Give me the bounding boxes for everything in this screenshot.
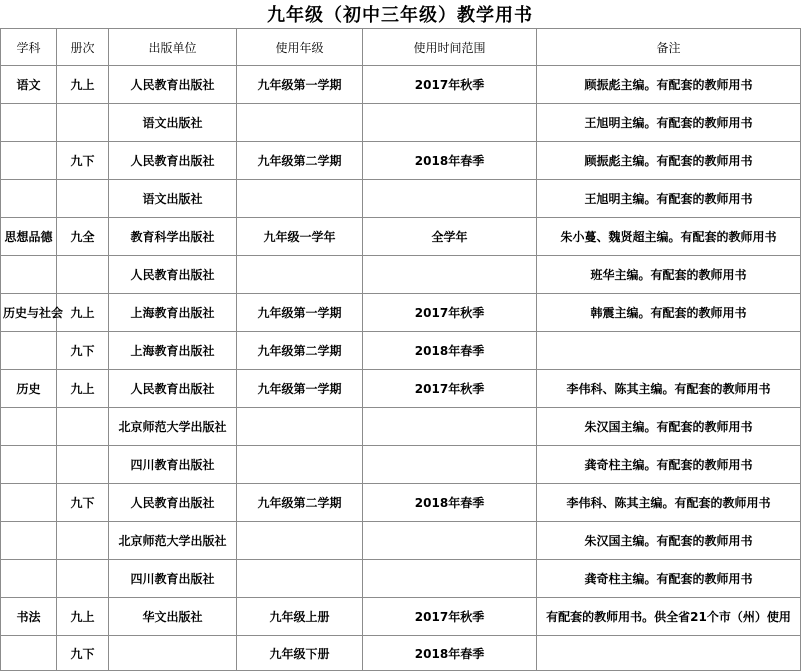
cell-grade[interactable]: [237, 256, 363, 294]
cell-period[interactable]: 2017年秋季: [363, 370, 537, 408]
cell-period[interactable]: 2017年秋季: [363, 598, 537, 636]
cell-volume[interactable]: 九下: [57, 484, 109, 522]
cell-note[interactable]: 韩震主编。有配套的教师用书: [537, 294, 801, 332]
cell-grade[interactable]: 九年级一学年: [237, 218, 363, 256]
cell-grade[interactable]: 九年级上册: [237, 598, 363, 636]
cell-subject[interactable]: [1, 560, 57, 598]
cell-subject[interactable]: [1, 408, 57, 446]
cell-subject[interactable]: [1, 484, 57, 522]
cell-period[interactable]: 全学年: [363, 218, 537, 256]
table-row: [1, 104, 801, 142]
cell-subject[interactable]: 历史: [1, 370, 57, 408]
cell-grade[interactable]: [237, 408, 363, 446]
cell-publisher[interactable]: 人民教育出版社: [109, 142, 237, 180]
cell-volume[interactable]: [57, 104, 109, 142]
cell-grade[interactable]: 九年级第一学期: [237, 66, 363, 104]
cell-subject[interactable]: 书法: [1, 598, 57, 636]
cell-subject[interactable]: 思想品德: [1, 218, 57, 256]
table-row: [1, 218, 801, 256]
table-row: [1, 446, 801, 484]
cell-volume[interactable]: [57, 408, 109, 446]
cell-note[interactable]: 有配套的教师用书。供全省21个市（州）使用: [537, 598, 801, 636]
cell-note[interactable]: [537, 332, 801, 370]
cell-volume[interactable]: [57, 256, 109, 294]
cell-volume[interactable]: [57, 180, 109, 218]
cell-volume[interactable]: [57, 446, 109, 484]
cell-publisher[interactable]: 四川教育出版社: [109, 560, 237, 598]
cell-period[interactable]: [363, 560, 537, 598]
table-row: [1, 294, 801, 332]
cell-note[interactable]: 龚奇柱主编。有配套的教师用书: [537, 446, 801, 484]
cell-publisher[interactable]: 人民教育出版社: [109, 256, 237, 294]
cell-grade[interactable]: [237, 446, 363, 484]
cell-period[interactable]: 2018年春季: [363, 332, 537, 370]
table-row: [1, 522, 801, 560]
cell-grade[interactable]: 九年级第一学期: [237, 294, 363, 332]
cell-grade[interactable]: 九年级第一学期: [237, 370, 363, 408]
cell-publisher[interactable]: 人民教育出版社: [109, 66, 237, 104]
cell-publisher[interactable]: 北京师范大学出版社: [109, 522, 237, 560]
cell-note[interactable]: 朱汉国主编。有配套的教师用书: [537, 408, 801, 446]
table-row: [1, 180, 801, 218]
cell-publisher[interactable]: [109, 636, 237, 671]
table-row: [1, 484, 801, 522]
cell-period[interactable]: [363, 408, 537, 446]
cell-period[interactable]: 2018年春季: [363, 142, 537, 180]
header-grade: 使用年级: [237, 29, 363, 66]
sheet-title: 九年级（初中三年级）教学用书: [267, 5, 533, 26]
cell-subject[interactable]: [1, 446, 57, 484]
cell-note[interactable]: 王旭明主编。有配套的教师用书: [537, 180, 801, 218]
cell-publisher[interactable]: 北京师范大学出版社: [109, 408, 237, 446]
cell-period[interactable]: 2017年秋季: [363, 294, 537, 332]
cell-volume[interactable]: 九上: [57, 294, 109, 332]
cell-period[interactable]: [363, 180, 537, 218]
table-row: [1, 256, 801, 294]
cell-subject[interactable]: 历史与社会: [1, 294, 57, 332]
table-row: [1, 598, 801, 636]
table-row: [1, 636, 801, 671]
cell-grade[interactable]: [237, 180, 363, 218]
cell-grade[interactable]: 九年级第二学期: [237, 142, 363, 180]
cell-publisher[interactable]: 人民教育出版社: [109, 370, 237, 408]
cell-note[interactable]: 朱汉国主编。有配套的教师用书: [537, 522, 801, 560]
cell-note[interactable]: 班华主编。有配套的教师用书: [537, 256, 801, 294]
cell-grade[interactable]: 九年级下册: [237, 636, 363, 671]
cell-subject[interactable]: [1, 142, 57, 180]
cell-publisher[interactable]: 教育科学出版社: [109, 218, 237, 256]
cell-period[interactable]: 2018年春季: [363, 636, 537, 671]
cell-publisher[interactable]: 上海教育出版社: [109, 294, 237, 332]
cell-subject[interactable]: [1, 332, 57, 370]
cell-subject[interactable]: [1, 522, 57, 560]
cell-subject[interactable]: [1, 636, 57, 671]
cell-subject[interactable]: [1, 256, 57, 294]
cell-publisher[interactable]: 语文出版社: [109, 180, 237, 218]
cell-publisher[interactable]: 华文出版社: [109, 598, 237, 636]
textbook-table: [0, 28, 801, 671]
cell-subject[interactable]: [1, 180, 57, 218]
cell-publisher[interactable]: 语文出版社: [109, 104, 237, 142]
cell-volume[interactable]: 九下: [57, 142, 109, 180]
cell-publisher[interactable]: 人民教育出版社: [109, 484, 237, 522]
cell-note[interactable]: 李伟科、陈其主编。有配套的教师用书: [537, 484, 801, 522]
cell-volume[interactable]: 九上: [57, 598, 109, 636]
cell-grade[interactable]: 九年级第二学期: [237, 484, 363, 522]
cell-note[interactable]: 龚奇柱主编。有配套的教师用书: [537, 560, 801, 598]
cell-period[interactable]: 2017年秋季: [363, 66, 537, 104]
cell-period[interactable]: [363, 256, 537, 294]
table-row: [1, 66, 801, 104]
cell-volume[interactable]: 九全: [57, 218, 109, 256]
header-period: 使用时间范围: [363, 29, 537, 66]
cell-period[interactable]: [363, 446, 537, 484]
cell-subject[interactable]: [1, 104, 57, 142]
header-volume: 册次: [57, 29, 109, 66]
table-row: [1, 142, 801, 180]
table-row: [1, 332, 801, 370]
cell-note[interactable]: [537, 636, 801, 671]
cell-volume[interactable]: 九下: [57, 332, 109, 370]
cell-volume[interactable]: 九上: [57, 66, 109, 104]
cell-period[interactable]: [363, 104, 537, 142]
table-row: [1, 370, 801, 408]
header-publisher: 出版单位: [109, 29, 237, 66]
cell-note[interactable]: 朱小蔓、魏贤超主编。有配套的教师用书: [537, 218, 801, 256]
cell-period[interactable]: [363, 522, 537, 560]
cell-grade[interactable]: 九年级第二学期: [237, 332, 363, 370]
cell-grade[interactable]: [237, 104, 363, 142]
cell-volume[interactable]: 九下: [57, 636, 109, 671]
cell-volume[interactable]: [57, 522, 109, 560]
cell-note[interactable]: 顾振彪主编。有配套的教师用书: [537, 66, 801, 104]
cell-note[interactable]: 顾振彪主编。有配套的教师用书: [537, 142, 801, 180]
table-row: [1, 408, 801, 446]
cell-subject[interactable]: 语文: [1, 66, 57, 104]
cell-note[interactable]: 李伟科、陈其主编。有配套的教师用书: [537, 370, 801, 408]
cell-volume[interactable]: [57, 560, 109, 598]
cell-volume[interactable]: 九上: [57, 370, 109, 408]
table-row: [1, 560, 801, 598]
header-row: [1, 29, 801, 66]
cell-publisher[interactable]: 上海教育出版社: [109, 332, 237, 370]
cell-publisher[interactable]: 四川教育出版社: [109, 446, 237, 484]
cell-note[interactable]: 王旭明主编。有配套的教师用书: [537, 104, 801, 142]
cell-grade[interactable]: [237, 560, 363, 598]
header-note: 备注: [537, 29, 801, 66]
cell-period[interactable]: 2018年春季: [363, 484, 537, 522]
cell-grade[interactable]: [237, 522, 363, 560]
header-subject: 学科: [1, 29, 57, 66]
